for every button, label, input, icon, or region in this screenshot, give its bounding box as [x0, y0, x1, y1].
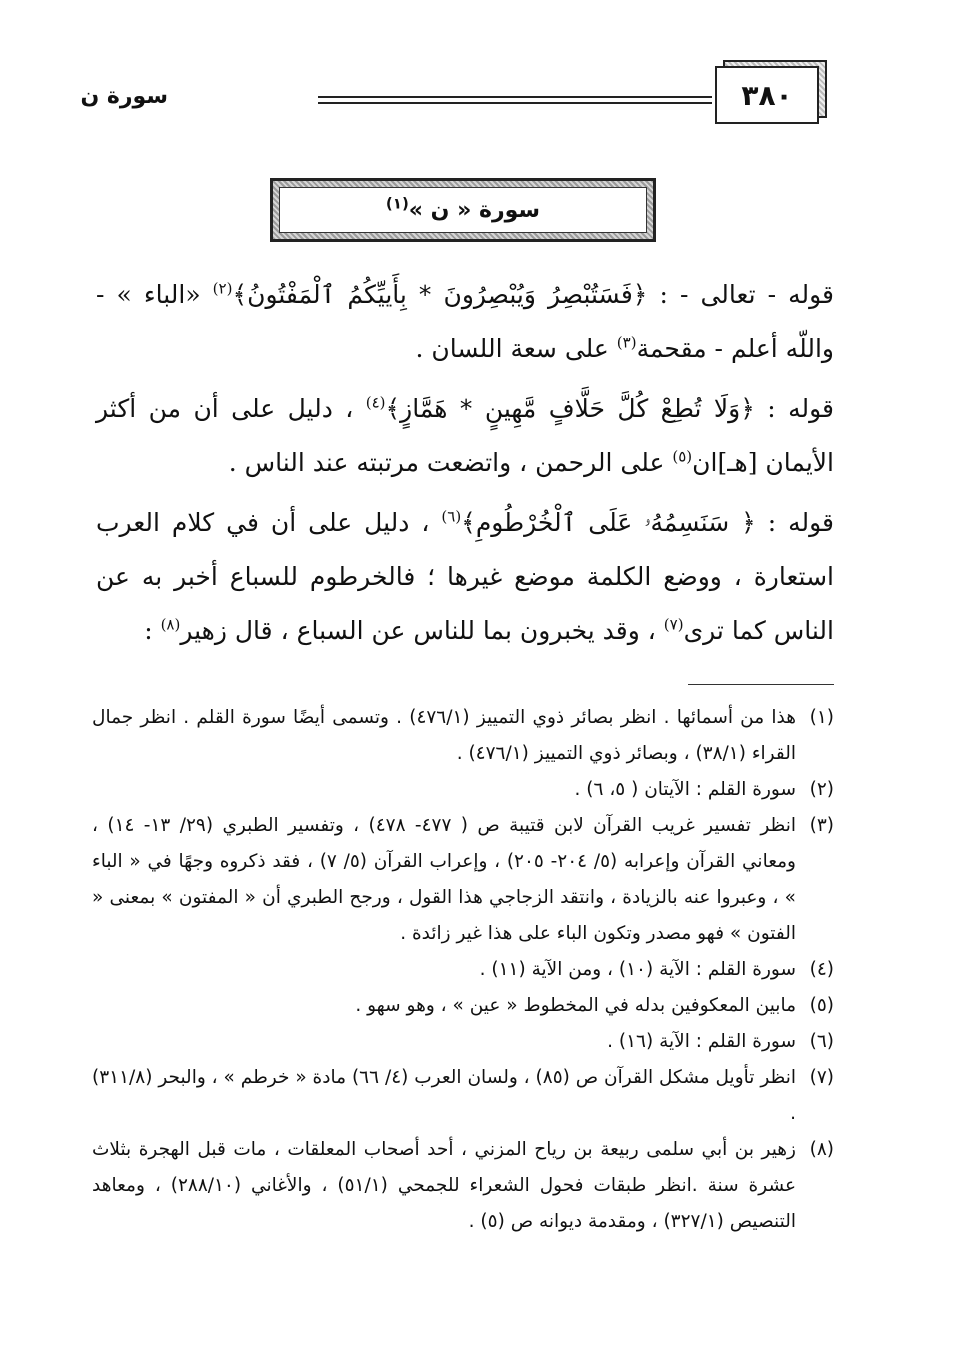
- footnote-number: (٣): [809, 815, 834, 836]
- paragraph-text: ، وقد يخبرون بما للناس عن السباع ، قال زهير: [180, 616, 664, 645]
- footnote-6: [92, 1024, 834, 1060]
- footnote-2: [92, 772, 834, 808]
- footnote-8: [92, 1132, 834, 1240]
- header-rule-top: [318, 96, 712, 98]
- footnote-number: (٢): [809, 779, 834, 800]
- footnote-number: (١): [809, 707, 834, 728]
- paragraph-intro: قوله :: [755, 508, 834, 537]
- footnote-text: سورة القلم : الآية (١٠) ، ومن الآية (١١) .: [479, 959, 796, 980]
- surah-title-text: سورة « ن »: [408, 197, 541, 223]
- footnotes: [92, 700, 834, 1240]
- paragraph-text: على سعة اللسان .: [415, 334, 617, 363]
- footnote-5: [92, 988, 834, 1024]
- paragraph-text: «الباء » - واللّه أعلم - مقحمة: [96, 280, 834, 363]
- paragraph-2: [96, 382, 834, 490]
- footnote-text: هذا من أسمائها . انظر بصائر ذوي التمييز (٤٧٦/١) . وتسمى أيضًا سورة القلم . انظر جمال القراء (٣٨/١) ، وبصائر ذوي التمييز (٤٧٦/١) .: [92, 707, 796, 764]
- running-title: سورة ن: [80, 84, 168, 109]
- surah-title: [279, 187, 647, 233]
- footnote-1: [92, 700, 834, 772]
- footnote-3: [92, 808, 834, 952]
- paragraph-text: ، دليل على أن من أكثر الأيمان [هـ]ان: [96, 394, 834, 477]
- quran-verse: ﴿ سَنَسِمُهُۥ عَلَى ٱلْخُرْطُومِ﴾: [461, 508, 756, 537]
- paragraph-text: ، دليل على أن في كلام العرب استعارة ، ووضع الكلمة موضع غيرها ؛ فالخرطوم للسباع أخبر به عن الناس كما ترى: [96, 508, 834, 645]
- footnote-text: انظر تأويل مشكل القرآن ص (٨٥) ، ولسان العرب (٤/ ٦٦) مادة « خرطم » ، والبحر (٣١١/٨) .: [92, 1067, 796, 1124]
- paragraph-intro: قوله :: [754, 394, 834, 423]
- footnote-number: (٦): [809, 1031, 834, 1052]
- footnote-text: انظر تفسير غريب القرآن لابن قتيبة ص ( ٤٧٧- ٤٧٨) ، وتفسير الطبري (٢٩/ ١٣- ١٤) ، ومعاني القرآن وإعرابه (٥/ ٢٠٤- ٢٠٥) ، وإعراب القرآن (٥/ ٧) ، فقد ذكروه وجهًا في « الباء » ، وعبروا عنه بالزيادة ، وانتقد الزجاجي هذا القول ، ورجح الطبري أن « المفتون » بمعنى « الفتون » فهو مصدر وتكون الباء على هذا غير زائدة .: [92, 815, 796, 944]
- footnote-ref: (٥): [672, 447, 693, 466]
- main-text: [96, 268, 834, 664]
- page-number: ٣٨٠: [715, 66, 819, 124]
- footnote-ref: (٢): [212, 279, 233, 298]
- footnote-ref: (٣): [616, 333, 637, 352]
- quran-verse: ﴿فَسَتُبْصِرُ وَيُبْصِرُونَ * بِأَييِّكُمُ ٱلْمَفْتُونُ﴾: [232, 280, 648, 309]
- footnote-separator: [688, 684, 834, 685]
- paragraph-1: [96, 268, 834, 376]
- footnote-number: (٤): [809, 959, 834, 980]
- footnote-number: (٨): [809, 1139, 834, 1160]
- footnote-text: سورة القلم : الآية (١٦) .: [607, 1031, 796, 1052]
- footnote-number: (٧): [809, 1067, 834, 1088]
- quran-verse: ﴿وَلَا تُطِعْ كُلَّ حَلَّافٍ مَّهِينٍ * هَمَّازٍ﴾: [385, 394, 755, 423]
- paragraph-text: :: [144, 616, 161, 645]
- surah-title-frame: [270, 178, 656, 242]
- footnote-ref: (١): [385, 194, 409, 213]
- footnote-text: مابين المعكوفين بدله في المخطوط « عين » ، وهو سهو .: [355, 995, 796, 1016]
- paragraph-text: على الرحمن ، واتضعت مرتبته عند الناس .: [228, 448, 673, 477]
- paragraph-intro: قوله - تعالى - :: [647, 280, 834, 309]
- footnote-number: (٥): [809, 995, 834, 1016]
- footnote-text: سورة القلم : الآيتان ( ٥، ٦) .: [574, 779, 796, 800]
- footnote-ref: (٤): [365, 393, 386, 412]
- footnote-text: زهير بن أبي سلمى ربيعة بن رياح المزني ، أحد أصحاب المعلقات ، مات قبل الهجرة بثلاث عشرة سنة .انظر طبقات فحول الشعراء للجمحي (٥١/١) ، والأغاني (٢٨٨/١٠) ، ومعاهد التنصيص (٣٢٧/١) ، ومقدمة ديوانه ص (٥) .: [92, 1139, 796, 1232]
- footnote-ref: (٧): [663, 615, 684, 634]
- header-rule-bottom: [318, 102, 712, 104]
- footnote-7: [92, 1060, 834, 1132]
- footnote-4: [92, 952, 834, 988]
- footnote-ref: (٦): [441, 507, 462, 526]
- paragraph-3: [96, 496, 834, 658]
- footnote-ref: (٨): [160, 615, 181, 634]
